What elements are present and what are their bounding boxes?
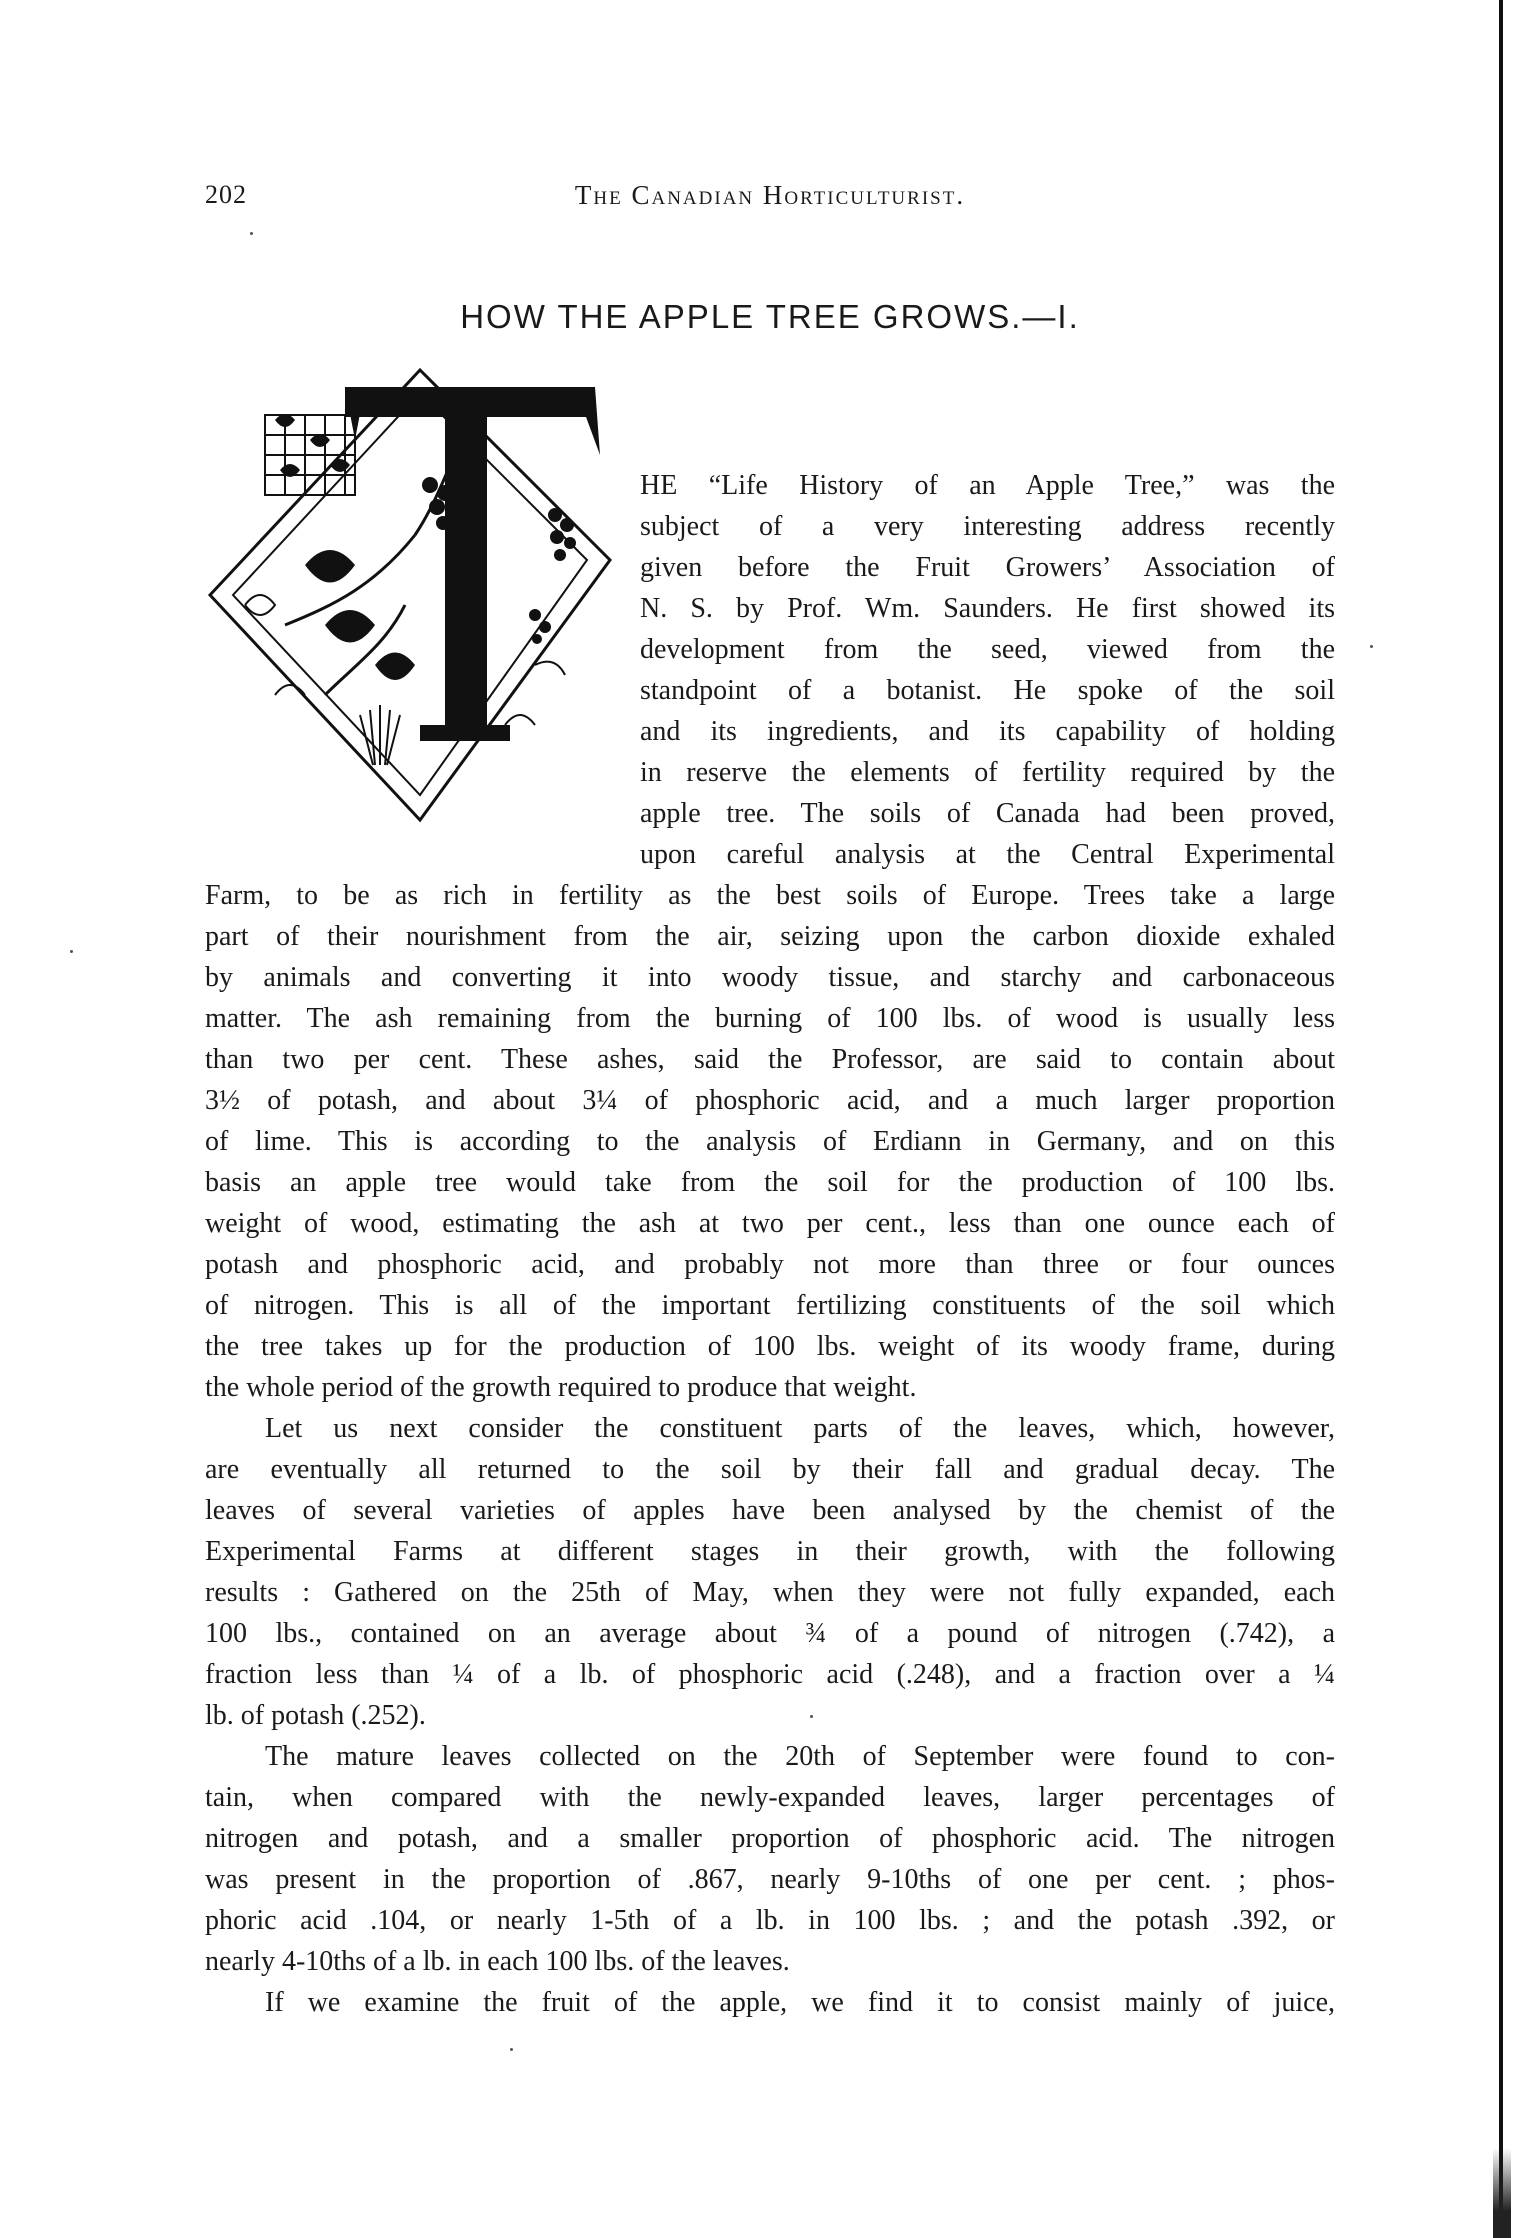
- text-line: part of their nourishment from the air, seizing upon the carbon dioxide exhaled: [205, 921, 1335, 952]
- decorative-drop-cap: [205, 365, 615, 825]
- text-line: matter. The ash remaining from the burning of 100 lbs. of wood is usually less: [205, 1003, 1335, 1034]
- print-speck: [1370, 645, 1373, 648]
- page-edge-line: [1499, 0, 1503, 2238]
- text-line: potash and phosphoric acid, and probably not more than three or four ounces: [205, 1249, 1335, 1280]
- page-number: 202: [205, 180, 247, 209]
- text-line: Let us next consider the constituent parts of the leaves, which, however,: [265, 1413, 1335, 1444]
- text-line: basis an apple tree would take from the soil for the production of 100 lbs.: [205, 1167, 1335, 1198]
- paragraph: [205, 1408, 1335, 1736]
- text-line: weight of wood, estimating the ash at two per cent., less than one ounce each of: [205, 1208, 1335, 1239]
- text-line: results : Gathered on the 25th of May, when they were not fully expanded, each: [205, 1577, 1335, 1608]
- text-line: development from the seed, viewed from the: [640, 634, 1335, 665]
- text-line: Experimental Farms at different stages in their growth, with the following: [205, 1536, 1335, 1567]
- text-line: nitrogen and potash, and a smaller proportion of phosphoric acid. The nitrogen: [205, 1823, 1335, 1854]
- text-line: nearly 4-10ths of a lb. in each 100 lbs. of the leaves.: [205, 1946, 790, 1977]
- article-title: HOW THE APPLE TREE GROWS.—I.: [460, 298, 1080, 335]
- drop-cap-t-stem: [445, 405, 487, 735]
- text-line: tain, when compared with the newly-expanded leaves, larger percentages of: [205, 1782, 1335, 1813]
- text-line: lb. of potash (.252).: [205, 1700, 426, 1731]
- text-line: was present in the proportion of .867, nearly 9-10ths of one per cent. ; phos-: [205, 1864, 1335, 1895]
- print-speck: [810, 1715, 813, 1718]
- text-line: given before the Fruit Growers’ Association of: [640, 552, 1335, 583]
- text-line: and its ingredients, and its capability of holding: [640, 716, 1335, 747]
- text-line: N. S. by Prof. Wm. Saunders. He first showed its: [640, 593, 1335, 624]
- page-edge-shadow: [1493, 2148, 1511, 2238]
- text-line: HE “Life History of an Apple Tree,” was the: [640, 470, 1335, 501]
- text-line: 3½ of potash, and about 3¼ of phosphoric acid, and a much larger proportion: [205, 1085, 1335, 1116]
- print-speck: [510, 2048, 513, 2051]
- text-line: Farm, to be as rich in fertility as the best soils of Europe. Trees take a large: [205, 880, 1335, 911]
- intro-text: [640, 465, 1335, 875]
- text-line: of nitrogen. This is all of the important fertilizing constituents of the soil which: [205, 1290, 1335, 1321]
- article-body: [205, 875, 1335, 2023]
- paragraph: [205, 875, 1335, 1408]
- text-line: subject of a very interesting address recently: [640, 511, 1335, 542]
- text-line: leaves of several varieties of apples have been analysed by the chemist of the: [205, 1495, 1335, 1526]
- drop-cap-lattice: [265, 415, 355, 495]
- text-line: 100 lbs., contained on an average about ¾ of a pound of nitrogen (.742), a: [205, 1618, 1335, 1649]
- print-speck: [250, 232, 253, 235]
- text-line: upon careful analysis at the Central Experimental: [640, 839, 1335, 870]
- text-line: than two per cent. These ashes, said the Professor, are said to contain about: [205, 1044, 1335, 1075]
- text-line: fraction less than ¼ of a lb. of phosphoric acid (.248), and a fraction over a ¼: [205, 1659, 1335, 1690]
- print-speck: [70, 950, 73, 953]
- paragraph: [205, 1736, 1335, 1982]
- text-line: The mature leaves collected on the 20th of September were found to con-: [265, 1741, 1335, 1772]
- text-line: by animals and converting it into woody tissue, and starchy and carbonaceous: [205, 962, 1335, 993]
- drop-cap-frame-inner: [233, 393, 587, 795]
- text-line: the whole period of the growth required to produce that weight.: [205, 1372, 917, 1403]
- drop-cap-sheaf: [360, 705, 400, 765]
- text-line: in reserve the elements of fertility required by the: [640, 757, 1335, 788]
- text-line: the tree takes up for the production of 100 lbs. weight of its woody frame, during: [205, 1331, 1335, 1362]
- text-line: of lime. This is according to the analysis of Erdiann in Germany, and on this: [205, 1126, 1335, 1157]
- text-line: phoric acid .104, or nearly 1-5th of a lb. in 100 lbs. ; and the potash .392, or: [205, 1905, 1335, 1936]
- text-line: apple tree. The soils of Canada had been proved,: [640, 798, 1335, 829]
- running-head: [205, 180, 1335, 220]
- text-line: If we examine the fruit of the apple, we find it to consist mainly of juice,: [265, 1987, 1335, 2018]
- drop-cap-frame-outer: [210, 370, 610, 820]
- journal-title: The Canadian Horticulturist.: [574, 180, 966, 210]
- paragraph: [205, 1982, 1335, 2023]
- text-line: standpoint of a botanist. He spoke of the soil: [640, 675, 1335, 706]
- drop-cap-t-foot: [420, 725, 510, 741]
- text-line: are eventually all returned to the soil by their fall and gradual decay. The: [205, 1454, 1335, 1485]
